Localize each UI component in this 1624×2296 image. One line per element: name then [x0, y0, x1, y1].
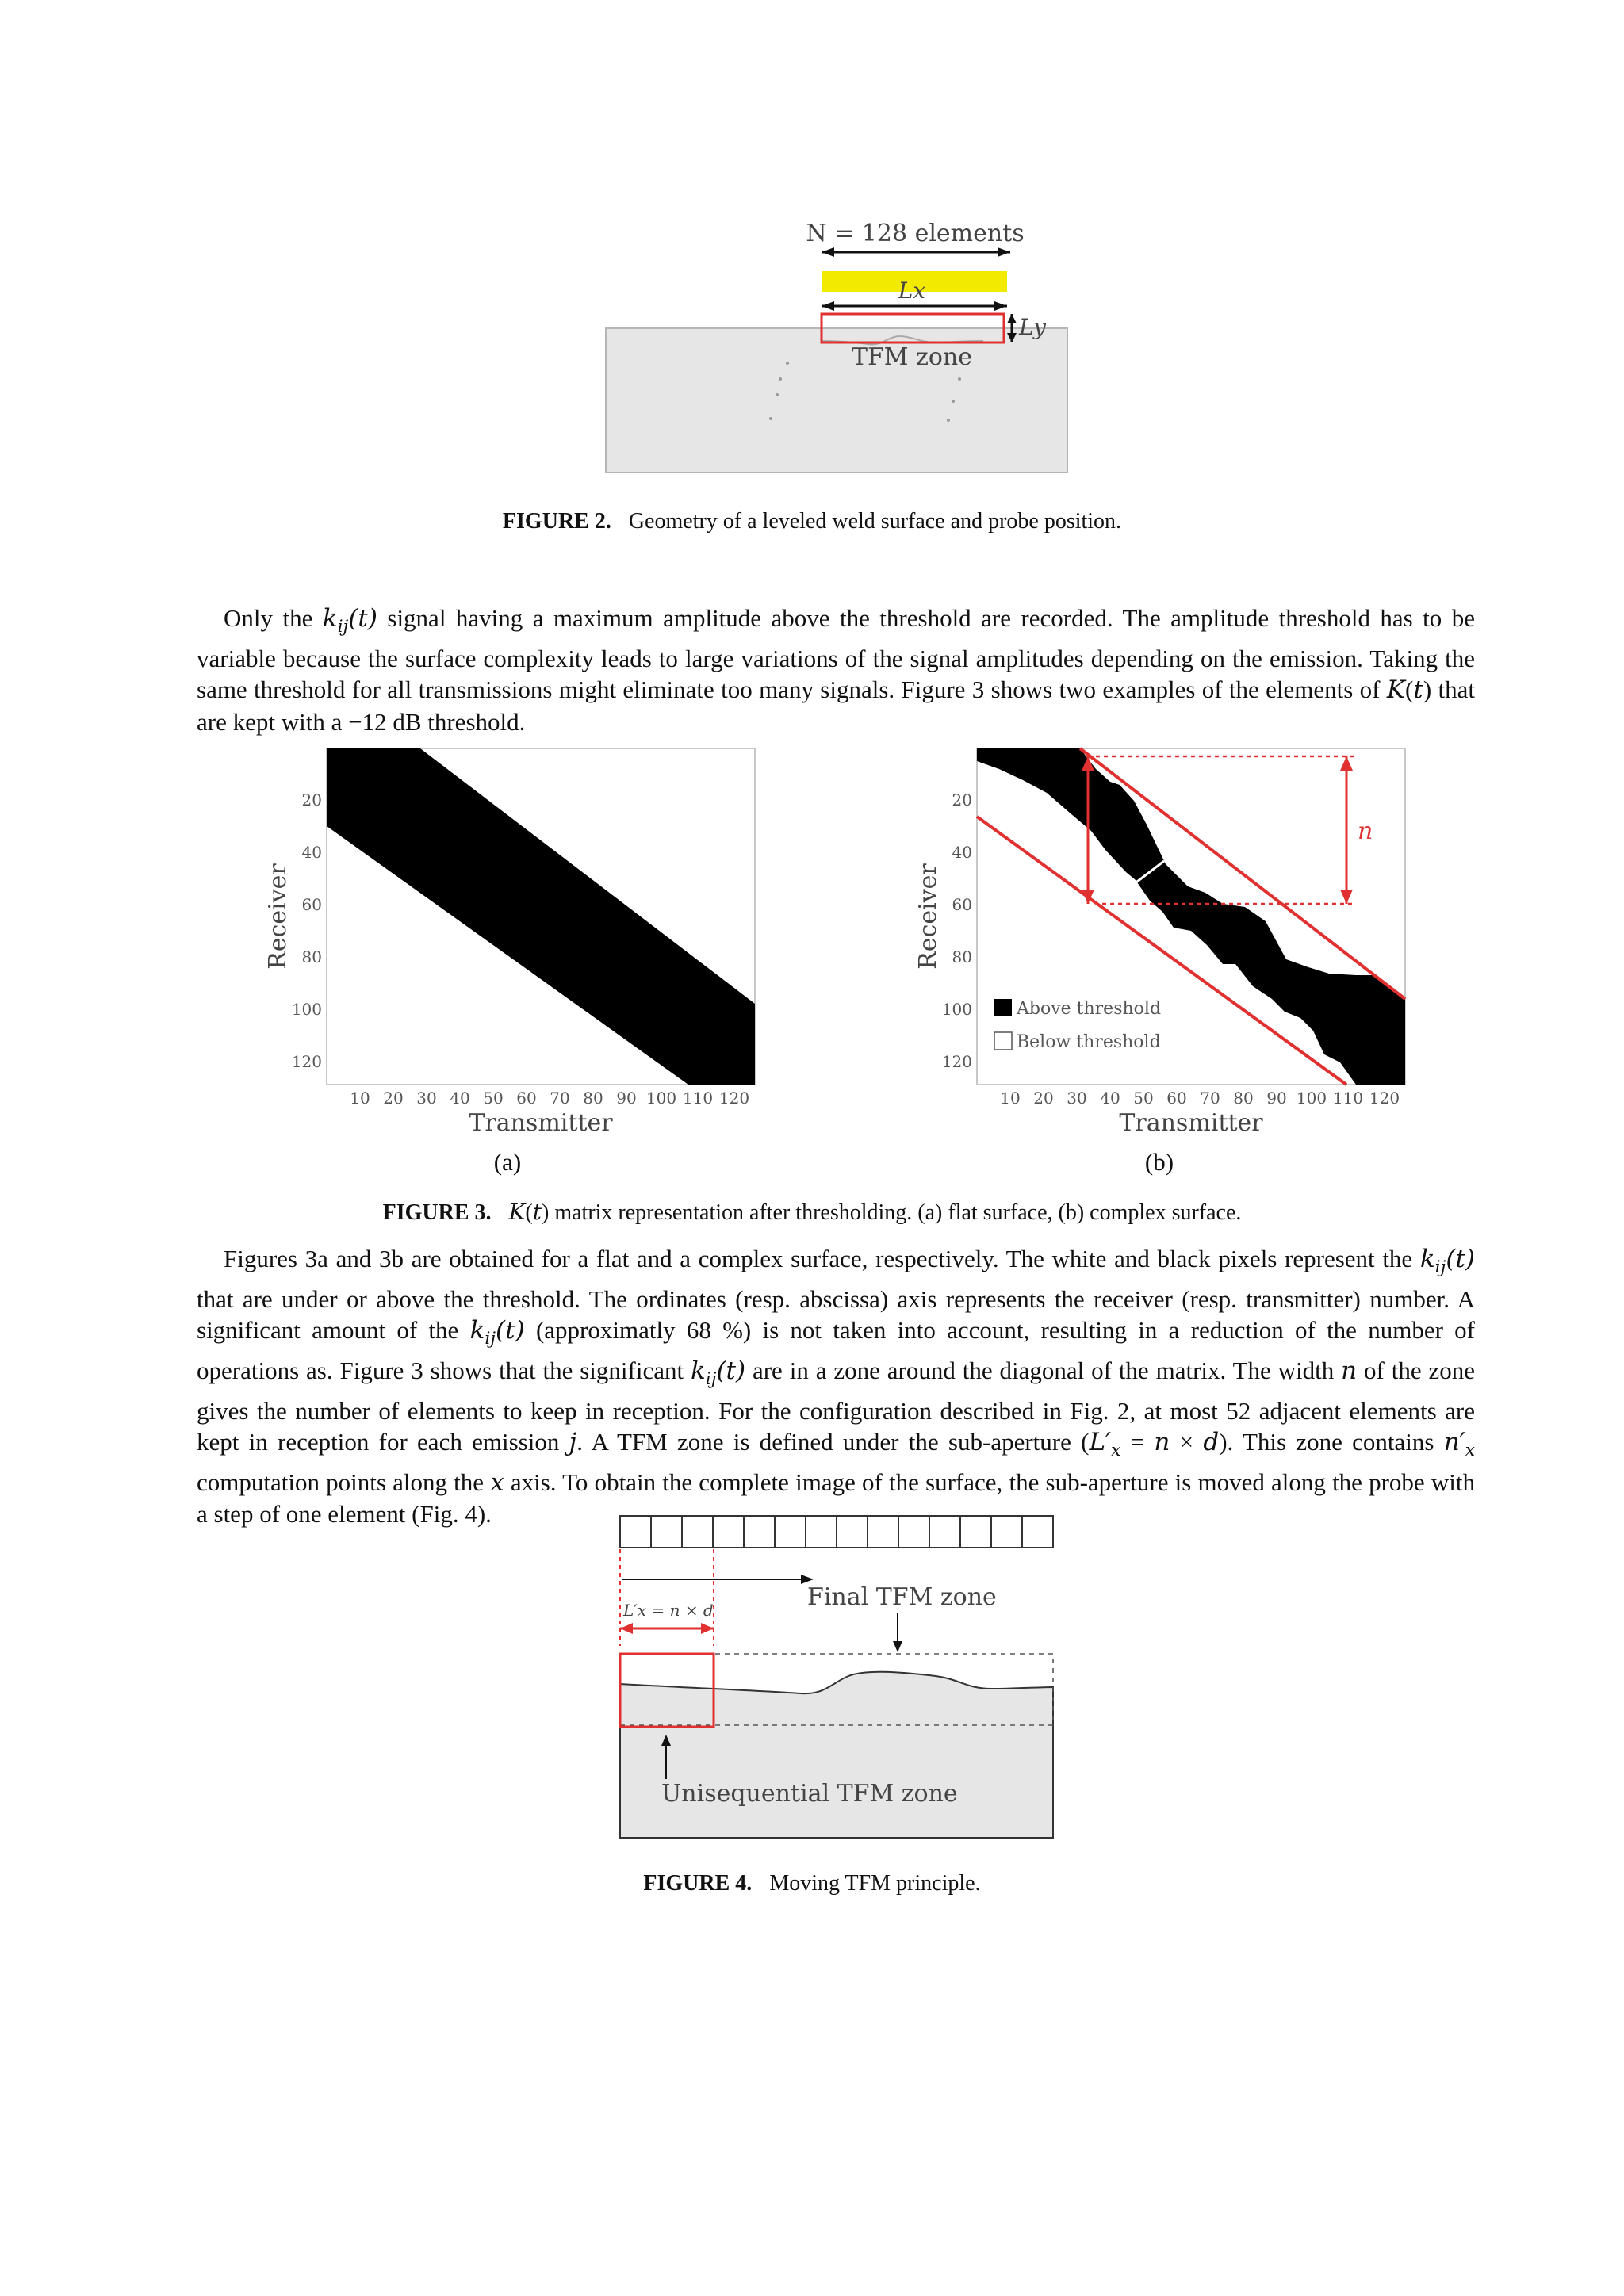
figure-4-caption [0, 1871, 1624, 1896]
n-width-label: n [1358, 817, 1373, 845]
subaperture-label: L′x = n × d [623, 1601, 714, 1620]
ytick-a: 20 [301, 790, 322, 809]
figure-4-caption-text: Moving TFM principle. [769, 1871, 981, 1896]
n-elements-label: N = 128 elements [806, 220, 1025, 247]
plot-b-ylabel: Receiver [914, 863, 942, 970]
xtick-a: 120 [718, 1089, 750, 1108]
xtick-b: 30 [1067, 1089, 1087, 1108]
xtick-b: 40 [1100, 1089, 1120, 1108]
p2-s2: that are under or above the threshold. The ordinates (resp. abscissa) axis represents the receiver (resp. transmitter) number. A significant amount of the [197, 1284, 1475, 1345]
xtick-a: 10 [350, 1089, 370, 1108]
xtick-b: 100 [1296, 1089, 1327, 1108]
ytick-b: 80 [952, 947, 972, 966]
ytick-a: 80 [301, 947, 322, 966]
lx-label: Lx [898, 277, 926, 304]
paragraph-2: Figures 3a and 3b are obtained for a flat and a complex surface, respectively. The white and black pixels represent the $k_{ij}(t)$ that are under or above the threshold. The ordinates (resp. abscissa) axis represents the receiver (resp. transmitter) number. A significant amount of the $k_{ij}(t)$ (approximatly 68 %) is not taken into account, resulting in a reduction of the number of operations as. Figure 3 shows that the significant $k_{ij}(t)$ are in a zone around the diagonal of the matrix. The width n of the zone gives the number of elements to keep in reception. For the configuration described in Fig. 2, at most 52 adjacent elements are kept in reception for each emission j. A TFM zone is defined under the sub-aperture $(L'_x = n \times d)$. This zone contains $n'_x$ computation points along the x axis. To obtain the complete image of the surface, the sub-aperture is moved along the probe with a step of one element (Fig. 4). [197, 1245, 1476, 1529]
figure-3-caption-text: matrix representation after thresholding. (a) flat surface, (b) complex surface. [554, 1200, 1242, 1225]
ytick-a: 40 [301, 843, 322, 862]
p1-s1a: Only the [224, 604, 323, 632]
xtick-b: 50 [1133, 1089, 1154, 1108]
figure-2-caption-text: Geometry of a leveled weld surface and probe position. [628, 509, 1122, 534]
figure-2-caption [0, 509, 1624, 534]
xtick-a: 90 [616, 1089, 637, 1108]
figure-4-diagram [611, 1506, 1063, 1847]
figure-3-caption: FIGURE 3. K(t) matrix representation after thresholding. (a) flat surface, (b) complex surface. [382, 1199, 1242, 1225]
xtick-a: 30 [416, 1089, 437, 1108]
p2-s1: Figures 3a and 3b are obtained for a flat and a complex surface, respectively. The white and black pixels represent the [224, 1245, 1420, 1272]
ytick-a: 120 [291, 1052, 322, 1071]
figure-3a-matrix [262, 737, 769, 1150]
xtick-a: 100 [645, 1089, 677, 1108]
xtick-b: 10 [1000, 1089, 1021, 1108]
p1-s1b: signal having a maximum amplitude above the threshold are recorded. The amplitude threshold has to be variable because the surface complexity leads to large variations of the signal amplitudes depending on the emission. Taking the same threshold for all transmissions might eliminate too many signals. Figure 3 shows two examples of the elements of [197, 604, 1476, 704]
probe-elements [620, 1516, 1053, 1548]
plot-b-yticks [942, 790, 972, 1071]
figure-3-caption-label: FIGURE 3. [382, 1200, 492, 1225]
ytick-a: 100 [291, 1000, 322, 1019]
figure-3b-matrix [912, 737, 1419, 1150]
p2-s5: of the zone gives the number of elements to keep in reception. For the configuration described in Fig. 2, at most 52 adjacent elements are kept in reception for each emission [197, 1356, 1476, 1456]
p2-s8: computation points along the [197, 1468, 491, 1496]
ytick-b: 60 [952, 895, 972, 914]
p2-s7: ). This zone contains [1219, 1428, 1444, 1456]
xtick-a: 110 [682, 1089, 714, 1108]
xtick-b: 20 [1033, 1089, 1054, 1108]
unisequential-zone-label: Unisequential TFM zone [661, 1780, 958, 1808]
specimen-block [620, 1672, 1053, 1838]
plot-a-xticks [350, 1089, 749, 1108]
xtick-b: 60 [1166, 1089, 1187, 1108]
panel-a-label: (a) [493, 1148, 522, 1176]
figure-4-caption-label: FIGURE 4. [643, 1871, 753, 1896]
p1-s1c: that are kept with a −12 dB threshold. [197, 675, 1475, 736]
plot-b-xlabel: Transmitter [1119, 1109, 1263, 1137]
xtick-b: 110 [1332, 1089, 1364, 1108]
xtick-a: 70 [550, 1089, 570, 1108]
p2-s6: . A TFM zone is defined under the sub-aperture ( [576, 1428, 1090, 1456]
xtick-a: 80 [583, 1089, 603, 1108]
legend-below-swatch [994, 1032, 1012, 1050]
xtick-a: 20 [383, 1089, 404, 1108]
legend-above-label: Above threshold [1017, 999, 1162, 1019]
xtick-b: 70 [1200, 1089, 1220, 1108]
ly-label: Ly [1019, 314, 1046, 340]
ytick-b: 40 [952, 843, 972, 862]
xtick-a: 40 [450, 1089, 470, 1108]
xtick-b: 80 [1233, 1089, 1254, 1108]
specimen-block [606, 328, 1067, 473]
plot-a-xlabel: Transmitter [469, 1109, 613, 1137]
plot-a-ylabel: Receiver [264, 863, 292, 970]
legend-below-label: Below threshold [1017, 1032, 1161, 1052]
panel-b-label: (b) [1144, 1148, 1174, 1176]
xtick-a: 60 [516, 1089, 537, 1108]
ytick-b: 100 [941, 1000, 972, 1019]
plot-b-xticks [1000, 1089, 1400, 1108]
p2-s3: (approximatly 68 %) is not taken into account, resulting in a reduction of the number of operations as. Figure 3 shows that the significant [197, 1316, 1475, 1384]
paragraph-1: Only the $k_{ij}(t)$ signal having a maximum amplitude above the threshold are recorded. The amplitude threshold has to be variable because the surface complexity leads to large variations of the signal amplitudes depending on the emission. Taking the same threshold for all transmissions might eliminate too many signals. Figure 3 shows two examples of the elements of K(t) that are kept with a −12 dB threshold. [197, 604, 1476, 736]
xtick-b: 120 [1369, 1089, 1400, 1108]
ytick-b: 20 [952, 790, 972, 809]
p2-s9: axis. To obtain the complete image of the surface, the sub-aperture is moved along the probe with a step of one element (Fig. 4). [197, 1468, 1475, 1529]
p2-s4: are in a zone around the diagonal of the matrix. The width [745, 1356, 1342, 1384]
ytick-a: 60 [301, 895, 322, 914]
ytick-b: 120 [941, 1052, 972, 1071]
tfm-zone-label: TFM zone [851, 343, 973, 371]
final-zone-label: Final TFM zone [807, 1583, 997, 1611]
xtick-b: 90 [1266, 1089, 1287, 1108]
figure-2-caption-label: FIGURE 2. [502, 509, 611, 534]
figure-2-diagram [587, 206, 1078, 484]
xtick-a: 50 [483, 1089, 504, 1108]
plot-a-yticks [292, 790, 322, 1071]
legend-above-swatch [994, 999, 1012, 1016]
